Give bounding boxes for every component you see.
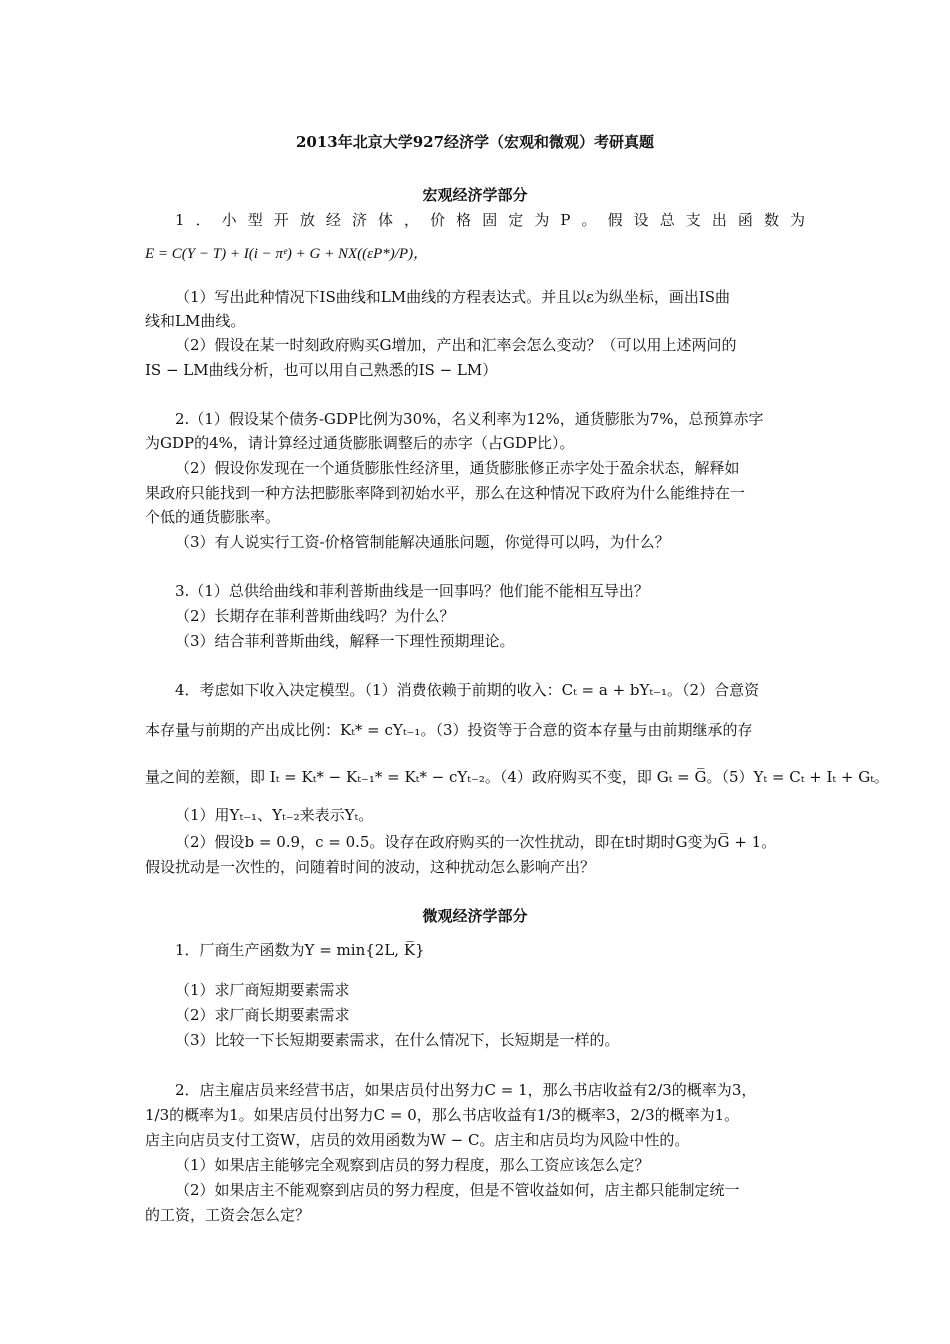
- macro-q4-line1: 4．考虑如下收入决定模型。（1）消费依赖于前期的收入：Cₜ = a + bYₜ₋₁。（2）合意资: [175, 681, 760, 699]
- micro-q2-part1: （1）如果店主能够完全观察到店员的努力程度，那么工资应该怎么定？: [175, 1156, 650, 1174]
- macro-q3-part3: （3）结合菲利普斯曲线，解释一下理性预期理论。: [175, 632, 515, 650]
- macro-q1-part1-line1: （1）写出此种情况下IS曲线和LM曲线的方程表达式。并且以ε为纵坐标，画出IS曲: [175, 288, 731, 306]
- micro-q1-part2: （2）求厂商长期要素需求: [175, 1006, 350, 1024]
- macro-q2-part2-line2: 果政府只能找到一种方法把膨胀率降到初始水平，那么在这种情况下政府为什么能维持在一: [145, 484, 746, 502]
- micro-q1-part1: （1）求厂商短期要素需求: [175, 981, 350, 999]
- macro-q4-line3: 量之间的差额，即 Iₜ = Kₜ* − Kₜ₋₁* = Kₜ* − cYₜ₋₂。（4）政府购买不变，即 Gₜ = G̅。（5）Yₜ = Cₜ + Iₜ + Gₜ。: [145, 768, 889, 786]
- macro-q4-sub2-line2: 假设扰动是一次性的，问随着时间的波动，这种扰动怎么影响产出？: [145, 858, 596, 876]
- micro-q2-part2-line2: 的工资，工资会怎么定？: [145, 1206, 311, 1224]
- macro-q2-part1-line2: 为GDP的4%，请计算经过通货膨胀调整后的赤字（占GDP比）。: [145, 434, 575, 452]
- micro-q2-line3: 店主向店员支付工资W，店员的效用函数为W − C。店主和店员均为风险中性的。: [145, 1131, 690, 1149]
- micro-q2-line1: 2．店主雇店员来经营书店，如果店员付出努力C = 1，那么书店收益有2/3的概率为3，: [175, 1081, 757, 1099]
- macro-q1-intro: 1．小型开放经济体，价格固定为P。假设总支出函数为: [175, 211, 805, 229]
- macro-q3-part1: 3.（1）总供给曲线和菲利普斯曲线是一回事吗？他们能不能相互导出？: [175, 582, 649, 600]
- macro-q1-part2-line1: （2）假设在某一时刻政府购买G增加，产出和汇率会怎么变动？（可以用上述两问的: [175, 336, 737, 354]
- micro-q1-part3: （3）比较一下长短期要素需求，在什么情况下，长短期是一样的。: [175, 1031, 620, 1049]
- macro-q2-part2-line1: （2）假设你发现在一个通货膨胀性经济里，通货膨胀修正赤字处于盈余状态，解释如: [175, 459, 740, 477]
- macro-q2-part1-line1: 2.（1）假设某个债务-GDP比例为30%，名义利率为12%，通货膨胀为7%，总预算赤字: [175, 410, 764, 428]
- micro-q2-part2-line1: （2）如果店主不能观察到店员的努力程度，但是不管收益如何，店主都只能制定统一: [175, 1181, 740, 1199]
- macro-q4-sub2-line1: （2）假设b = 0.9，c = 0.5。设存在政府购买的一次性扰动，即在t时期时G变为G̅ + 1。: [175, 833, 777, 851]
- micro-q1-intro: 1．厂商生产函数为Y = min{2L, K̅}: [175, 941, 425, 959]
- micro-q2-line2: 1/3的概率为1。如果店员付出努力C = 0，那么书店收益有1/3的概率3，2/3的概率为1。: [145, 1106, 740, 1124]
- macro-q2-part3: （3）有人说实行工资-价格管制能解决通胀问题，你觉得可以吗，为什么？: [175, 533, 670, 551]
- micro-heading: 微观经济学部分: [422, 907, 528, 925]
- macro-q3-part2: （2）长期存在菲利普斯曲线吗？为什么？: [175, 607, 455, 625]
- macro-q4-sub1: （1）用Yₜ₋₁、Yₜ₋₂来表示Yₜ。: [175, 806, 374, 824]
- macro-heading: 宏观经济学部分: [422, 186, 528, 204]
- document-title: 2013年北京大学927经济学（宏观和微观）考研真题: [295, 133, 655, 151]
- macro-q2-part2-line3: 个低的通货膨胀率。: [145, 508, 281, 526]
- macro-q1-part1-line2: 线和LM曲线。: [145, 312, 246, 330]
- macro-q4-line2: 本存量与前期的产出成比例：Kₜ* = cYₜ₋₁。（3）投资等于合意的资本存量与由前期继承的存: [145, 721, 753, 739]
- macro-q1-formula: E = C(Y − T) + I(i − πᵉ) + G + NX((εP*)/P)，: [145, 246, 429, 262]
- macro-q1-part2-line2: IS − LM曲线分析，也可以用自己熟悉的IS − LM）: [145, 361, 498, 379]
